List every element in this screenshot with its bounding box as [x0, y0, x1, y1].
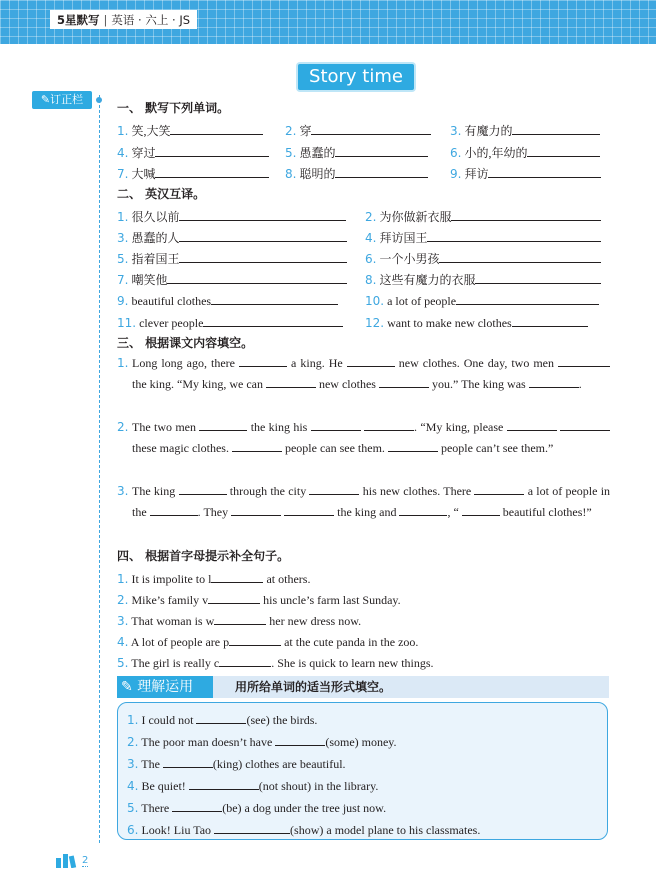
answer-blank[interactable]	[527, 144, 600, 157]
answer-blank[interactable]	[163, 755, 213, 768]
answer-blank[interactable]	[388, 439, 438, 452]
answer-blank[interactable]	[335, 165, 428, 178]
answer-blank[interactable]	[172, 799, 222, 812]
s4-item: 1. It is impolite to l at others.	[117, 572, 311, 586]
answer-blank[interactable]	[488, 165, 601, 178]
brand-subject: 英语 · 六上 · JS	[111, 13, 191, 27]
s3-paragraph: 1. Long long ago, there a king. He new clothes. One day, two men the king. “My king, we can new clothes you.” The king was .	[117, 353, 610, 395]
answer-blank[interactable]	[462, 503, 500, 516]
correction-margin-line	[99, 95, 100, 843]
section-1-heading: 一、 默写下列单词。	[117, 101, 230, 115]
answer-blank[interactable]	[335, 144, 428, 157]
s1-item: 4. 穿过	[117, 144, 269, 161]
answer-blank[interactable]	[219, 654, 271, 667]
answer-blank[interactable]	[364, 418, 414, 431]
s2-item: 6. 一个小男孩	[365, 250, 601, 267]
answer-blank[interactable]	[214, 821, 290, 834]
answer-blank[interactable]	[379, 375, 429, 388]
answer-blank[interactable]	[275, 733, 325, 746]
answer-blank[interactable]	[558, 354, 610, 367]
answer-blank[interactable]	[474, 482, 524, 495]
apply-instruction: 用所给单词的适当形式填空。	[235, 680, 392, 694]
s2-item: 2. 为你做新衣服	[365, 208, 601, 225]
answer-blank[interactable]	[229, 633, 281, 646]
answer-blank[interactable]	[512, 122, 600, 135]
answer-blank[interactable]	[199, 418, 247, 431]
answer-blank[interactable]	[311, 418, 361, 431]
answer-blank[interactable]	[347, 354, 395, 367]
s1-item: 7. 大喊	[117, 165, 269, 182]
book-stack-icon	[56, 852, 78, 868]
s2-item: 3. 愚蠢的人	[117, 229, 347, 246]
answer-blank[interactable]	[475, 271, 601, 284]
s1-item: 9. 拜访	[450, 165, 601, 182]
answer-blank[interactable]	[189, 777, 259, 790]
s2-item: 5. 指着国王	[117, 250, 347, 267]
answer-blank[interactable]	[203, 314, 343, 327]
s2-item: 11. clever people	[117, 314, 343, 331]
answer-blank[interactable]	[284, 503, 334, 516]
s1-item: 3. 有魔力的	[450, 122, 600, 139]
apply-badge: ✎ 理解运用	[117, 676, 213, 698]
s4-item: 4. A lot of people are p at the cute panda in the zoo.	[117, 635, 419, 649]
answer-blank[interactable]	[196, 711, 246, 724]
s2-item: 12. want to make new clothes	[365, 314, 588, 331]
answer-blank[interactable]	[439, 250, 601, 263]
answer-blank[interactable]	[456, 292, 599, 305]
s3-paragraph: 2. The two men the king his . “My king, please these magic clothes. people can see them. people can’t see them.”	[117, 417, 610, 459]
s4-item: 2. Mike’s family v his uncle’s farm last Sunday.	[117, 593, 401, 607]
answer-blank[interactable]	[309, 482, 359, 495]
answer-blank[interactable]	[311, 122, 431, 135]
answer-blank[interactable]	[211, 570, 263, 583]
answer-blank[interactable]	[179, 229, 347, 242]
page-number: 2	[82, 855, 89, 866]
apply-section-header	[117, 676, 609, 698]
answer-blank[interactable]	[266, 375, 316, 388]
s1-item: 8. 聪明的	[285, 165, 428, 182]
apply-item: 4. Be quiet! (not shout) in the library.	[127, 779, 379, 793]
s2-item: 10. a lot of people	[365, 292, 599, 309]
s1-item: 2. 穿	[285, 122, 431, 139]
s2-item: 9. beautiful clothes	[117, 292, 338, 309]
answer-blank[interactable]	[529, 375, 579, 388]
section-2-heading: 二、 英汉互译。	[117, 187, 206, 201]
apply-item: 5. There (be) a dog under the tree just now.	[127, 801, 387, 815]
section-3-heading: 三、 根据课文内容填空。	[117, 336, 254, 350]
answer-blank[interactable]	[179, 482, 227, 495]
s1-item: 5. 愚蠢的	[285, 144, 428, 161]
s4-item: 5. The girl is really c . She is quick to learn new things.	[117, 656, 434, 670]
answer-blank[interactable]	[507, 418, 557, 431]
answer-blank[interactable]	[179, 250, 347, 263]
answer-blank[interactable]	[451, 208, 601, 221]
s4-item: 3. That woman is w her new dress now.	[117, 614, 362, 628]
s1-item: 1. 笑,大笑	[117, 122, 263, 139]
section-4-heading: 四、 根据首字母提示补全句子。	[117, 549, 290, 563]
answer-blank[interactable]	[170, 122, 263, 135]
s2-item: 8. 这些有魔力的衣服	[365, 271, 601, 288]
s2-item: 4. 拜访国王	[365, 229, 601, 246]
brand-name: 5星默写	[57, 13, 100, 27]
answer-blank[interactable]	[155, 165, 269, 178]
answer-blank[interactable]	[427, 229, 601, 242]
s3-paragraph: 3. The king through the city his new clothes. There a lot of people in the . They the king and , “ beautiful clothes!”	[117, 484, 611, 519]
answer-blank[interactable]	[211, 292, 338, 305]
answer-blank[interactable]	[167, 271, 347, 284]
s2-item: 7. 嘲笑他	[117, 271, 347, 288]
pencil-icon: ✎	[121, 679, 133, 695]
answer-blank[interactable]	[399, 503, 447, 516]
answer-blank[interactable]	[232, 439, 282, 452]
answer-blank[interactable]	[208, 591, 260, 604]
s2-item: 1. 很久以前	[117, 208, 346, 225]
answer-blank[interactable]	[150, 503, 198, 516]
answer-blank[interactable]	[231, 503, 281, 516]
apply-item: 2. The poor man doesn’t have (some) money.	[127, 735, 397, 749]
apply-item: 1. I could not (see) the birds.	[127, 713, 318, 727]
s1-item: 6. 小的,年幼的	[450, 144, 600, 161]
answer-blank[interactable]	[179, 208, 346, 221]
correction-column-label: ✎订正栏	[32, 91, 92, 109]
answer-blank[interactable]	[512, 314, 588, 327]
apply-item: 3. The (king) clothes are beautiful.	[127, 757, 346, 771]
answer-blank[interactable]	[214, 612, 266, 625]
margin-dot	[96, 97, 102, 103]
answer-blank[interactable]	[155, 144, 269, 157]
answer-blank[interactable]	[560, 418, 610, 431]
page-title: Story time	[298, 64, 414, 90]
apply-item: 6. Look! Liu Tao (show) a model plane to his classmates.	[127, 823, 481, 837]
answer-blank[interactable]	[239, 354, 287, 367]
book-brand: 5星默写 | 英语 · 六上 · JS	[50, 10, 197, 29]
